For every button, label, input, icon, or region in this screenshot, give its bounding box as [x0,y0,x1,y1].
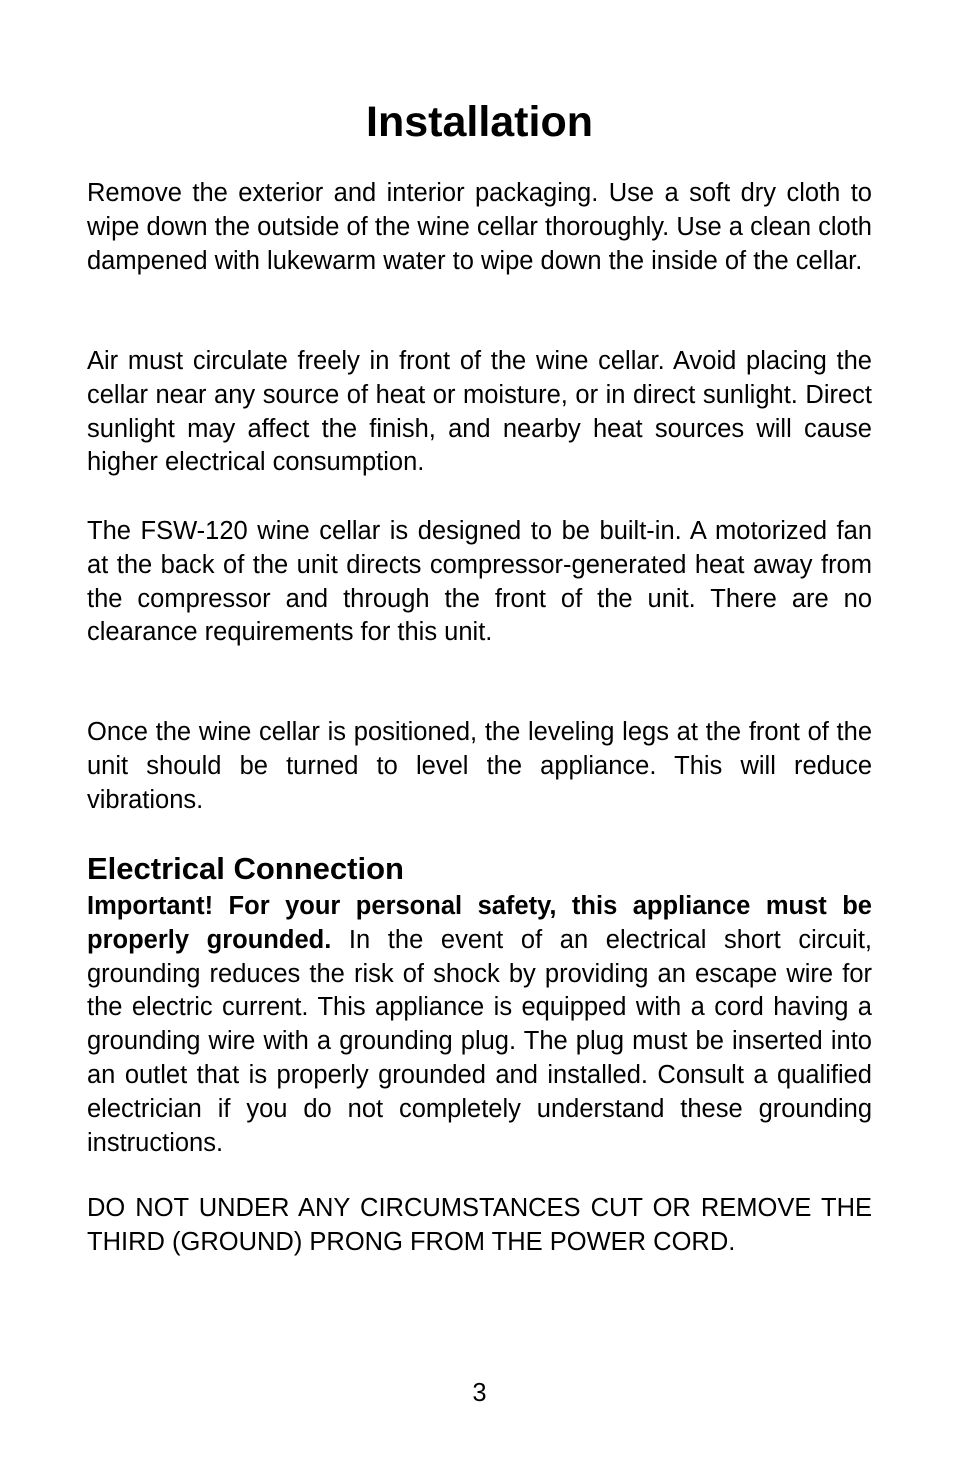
paragraph-grounding [87,890,872,1160]
manual-page [87,0,872,1475]
electrical-connection-heading: Electrical Connection [87,851,404,886]
paragraph-built-in: The FSW-120 wine cellar is designed to be built-in. A motorized fan at the back of the unit directs compressor-generated heat away from the compressor and through the front of the unit. There are no clearance requirements for this unit. [87,517,872,647]
page-title: Installation [366,98,593,146]
paragraph-air-circulation: Air must circulate freely in front of the wine cellar. Avoid placing the cellar near any source of heat or moisture, or in direct sunlight. Direct sunlight may affect the finish, and nearby heat sources will cause higher electrical consumption. [87,347,872,477]
grounding-important-lead: Important! For your personal safety, this appliance must be properly grounded. [87,892,872,954]
grounding-body: In the event of an electrical short circuit, grounding reduces the risk of shock by providing an escape wire for the electric current. This appliance is equipped with a cord having a grounding wire with a grounding plug. The plug must be inserted into an outlet that is properly grounded and installed. Consult a qualified electrician if you do not completely understand these grounding instructions. [87,925,872,1157]
paragraph-unpacking: Remove the exterior and interior packaging. Use a soft dry cloth to wipe down the outside of the wine cellar thoroughly. Use a clean cloth dampened with lukewarm water to wipe down the inside of the cellar. [87,179,872,275]
paragraph-leveling: Once the wine cellar is positioned, the leveling legs at the front of the unit should be turned to level the appliance. This will reduce vibrations. [87,718,872,814]
page-number: 3 [472,1379,487,1407]
paragraph-prong-warning: DO NOT UNDER ANY CIRCUMSTANCES CUT OR REMOVE THE THIRD (GROUND) PRONG FROM THE POWER CORD. [87,1194,872,1256]
